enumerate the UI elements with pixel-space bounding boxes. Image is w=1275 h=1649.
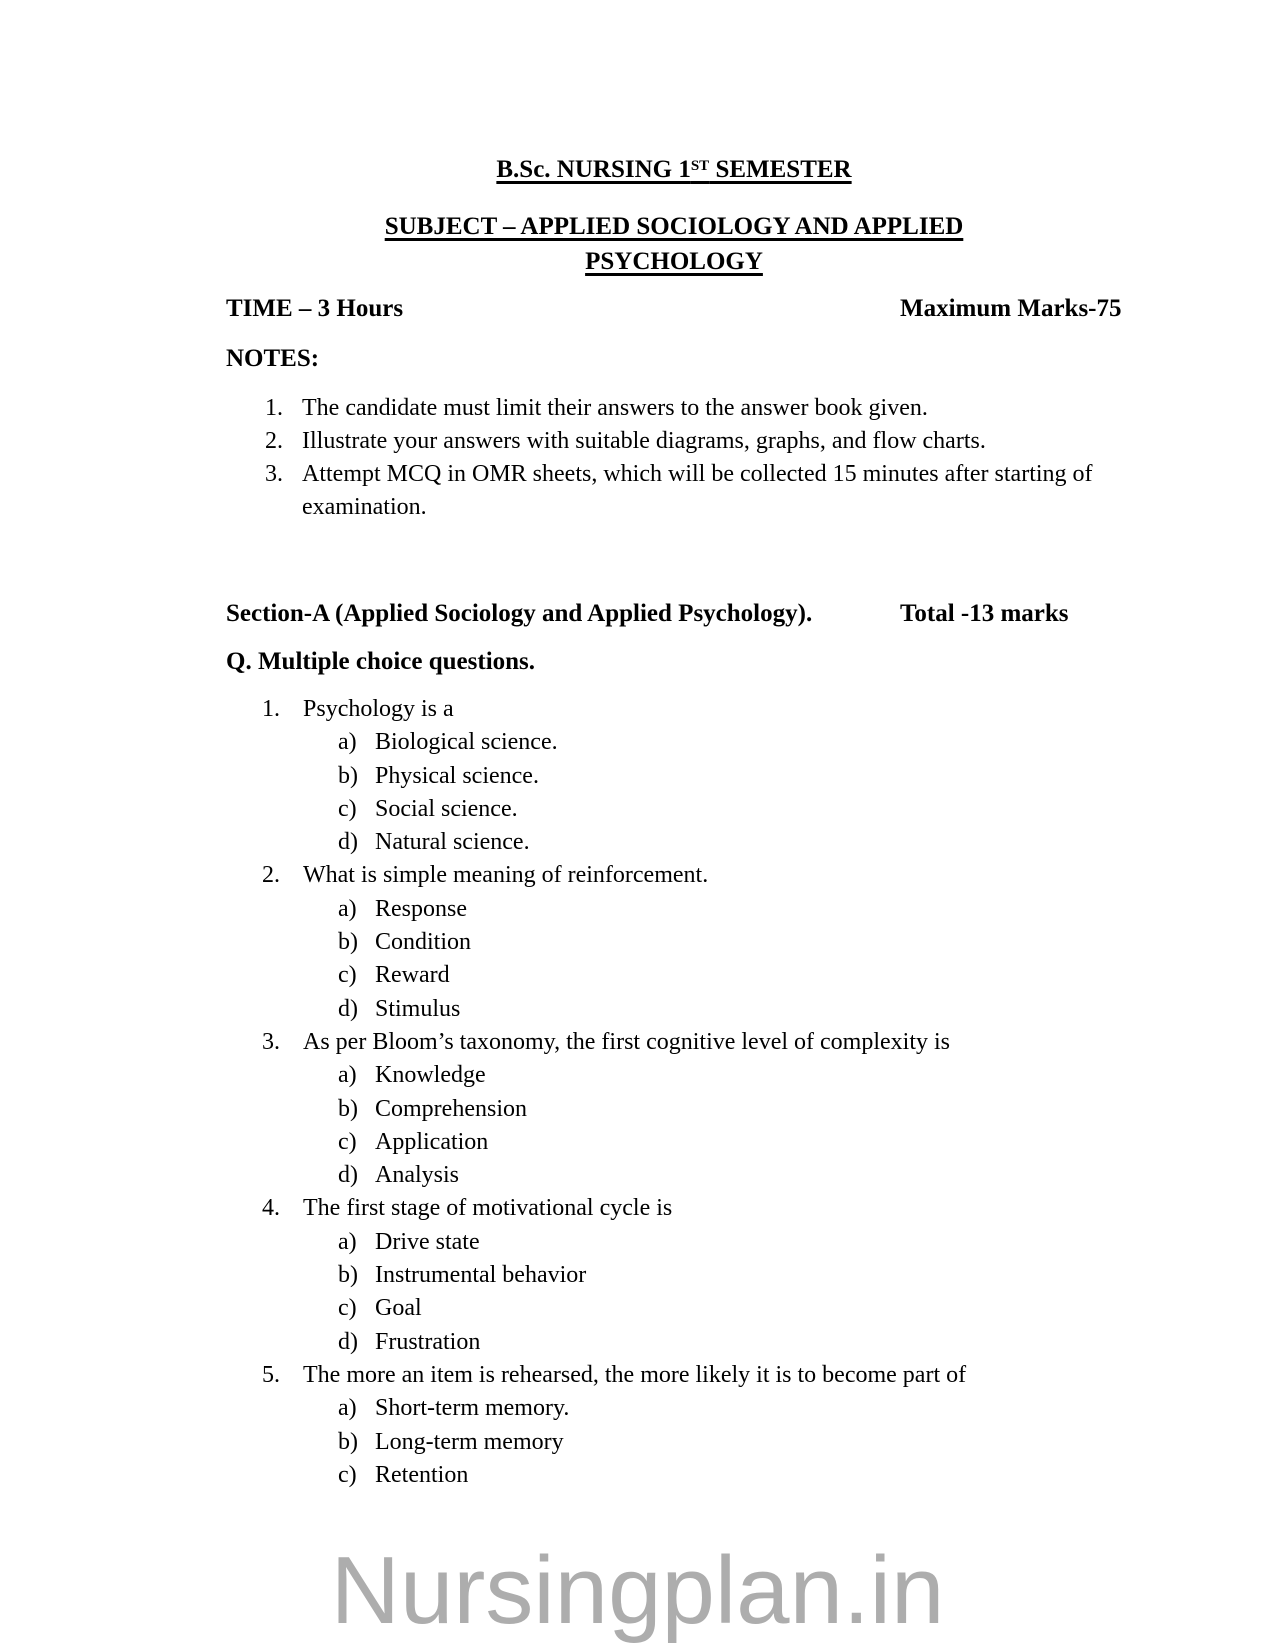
option-letter: c) [338, 1295, 357, 1322]
subject-title-line1-row [226, 209, 1122, 244]
question-text: What is simple meaning of reinforcement. [303, 862, 709, 889]
option-letter: d) [338, 1328, 358, 1355]
question-3-option-a [226, 1059, 1122, 1092]
option-text: Biological science. [375, 729, 558, 756]
option-letter: c) [338, 795, 357, 822]
option-letter: b) [338, 1095, 358, 1122]
option-text: Physical science. [375, 762, 539, 789]
question-number: 2. [262, 862, 280, 889]
option-text: Short-term memory. [375, 1395, 570, 1422]
question-text: Psychology is a [303, 696, 454, 722]
option-text: Frustration [375, 1328, 481, 1355]
question-4-option-b [226, 1259, 1122, 1292]
option-text: Social science. [375, 795, 518, 822]
question-1-option-d [226, 826, 1122, 859]
question-number: 3. [262, 1028, 280, 1055]
section-heading: Section-A (Applied Sociology and Applied Psychology). [226, 600, 813, 627]
option-text: Condition [375, 929, 472, 956]
option-text: Drive state [375, 1228, 480, 1255]
question-1-option-a [226, 726, 1122, 759]
question-5-option-a [226, 1392, 1122, 1425]
page-title [226, 152, 1122, 191]
question-5 [226, 1359, 1122, 1392]
question-4-option-d [226, 1326, 1122, 1359]
option-letter: a) [338, 1395, 357, 1422]
subject-title-line2: PSYCHOLOGY [585, 248, 763, 275]
question-2-option-c [226, 959, 1122, 992]
subject-title-line1: SUBJECT – APPLIED SOCIOLOGY AND APPLIED [384, 213, 964, 240]
question-5-option-c [226, 1459, 1122, 1492]
option-text: Instrumental behavior [375, 1262, 587, 1289]
note-item [226, 392, 1122, 425]
option-letter: a) [338, 729, 357, 756]
question-text: As per Bloom’s taxonomy, the first cognitive level of complexity is [303, 1028, 951, 1055]
option-text: Knowledge [375, 1062, 486, 1089]
note-number: 1. [265, 395, 283, 421]
question-text: The first stage of motivational cycle is [303, 1195, 673, 1222]
option-letter: a) [338, 895, 357, 922]
option-text: Comprehension [375, 1095, 527, 1122]
question-1-option-b [226, 760, 1122, 793]
question-4-option-c [226, 1292, 1122, 1325]
question-2-option-d [226, 993, 1122, 1026]
option-letter: c) [338, 1461, 357, 1488]
watermark-text: Nursingplan.in [330, 1537, 945, 1644]
option-text: Analysis [375, 1162, 459, 1189]
option-text: Stimulus [375, 995, 461, 1022]
option-letter: b) [338, 762, 358, 789]
max-marks-label: Maximum Marks-75 [900, 295, 1122, 322]
question-4-option-a [226, 1226, 1122, 1259]
mcq-heading: Q. Multiple choice questions. [226, 648, 536, 675]
option-letter: b) [338, 1428, 358, 1455]
question-1 [226, 693, 1122, 726]
option-letter: c) [338, 962, 357, 989]
option-text: Reward [375, 962, 450, 989]
option-letter: a) [338, 1228, 357, 1255]
option-letter: c) [338, 1128, 357, 1155]
option-text: Response [375, 895, 467, 922]
option-letter: a) [338, 1062, 357, 1089]
question-3-option-d [226, 1159, 1122, 1192]
section-total-marks: Total -13 marks [900, 600, 1069, 627]
option-text: Retention [375, 1461, 469, 1488]
question-3-option-b [226, 1093, 1122, 1126]
option-letter: d) [338, 1162, 358, 1189]
option-text: Goal [375, 1295, 422, 1322]
question-4 [226, 1192, 1122, 1225]
meta-row [226, 291, 1122, 326]
section-heading-row [226, 596, 1122, 631]
question-number: 5. [262, 1361, 280, 1388]
question-2-option-a [226, 893, 1122, 926]
question-3 [226, 1026, 1122, 1059]
note-item [226, 458, 1122, 524]
option-text: Natural science. [375, 829, 530, 856]
question-2-option-b [226, 926, 1122, 959]
time-label: TIME – 3 Hours [226, 295, 404, 322]
note-text: Illustrate your answers with suitable diagrams, graphs, and flow charts. [302, 428, 986, 454]
note-number: 3. [265, 461, 283, 487]
title-prefix: B.Sc. NURSING 1 [496, 156, 691, 183]
question-number: 1. [262, 696, 280, 722]
note-item [226, 425, 1122, 458]
title-suffix: SEMESTER [709, 156, 852, 183]
subject-title-line2-row [226, 244, 1122, 279]
notes-heading: NOTES: [226, 345, 320, 372]
option-letter: d) [338, 829, 358, 856]
question-3-option-c [226, 1126, 1122, 1159]
note-number: 2. [265, 428, 283, 454]
option-letter: d) [338, 995, 358, 1022]
question-5-option-b [226, 1426, 1122, 1459]
document-content [226, 0, 1122, 1492]
question-1-option-c [226, 793, 1122, 826]
question-list [226, 693, 1122, 1492]
option-letter: b) [338, 929, 358, 956]
note-text: Attempt MCQ in OMR sheets, which will be collected 15 minutes after starting of examination. [302, 461, 1093, 520]
option-letter: b) [338, 1262, 358, 1289]
option-text: Long-term memory [375, 1428, 564, 1455]
notes-list [226, 392, 1122, 524]
option-text: Application [375, 1128, 489, 1155]
page-title-text [496, 156, 851, 183]
subject-title [226, 209, 1122, 279]
question-text: The more an item is rehearsed, the more likely it is to become part of [303, 1361, 967, 1388]
question-number: 4. [262, 1195, 280, 1222]
note-text: The candidate must limit their answers to the answer book given. [302, 395, 928, 421]
question-2 [226, 859, 1122, 892]
title-superscript: ST [690, 158, 710, 175]
